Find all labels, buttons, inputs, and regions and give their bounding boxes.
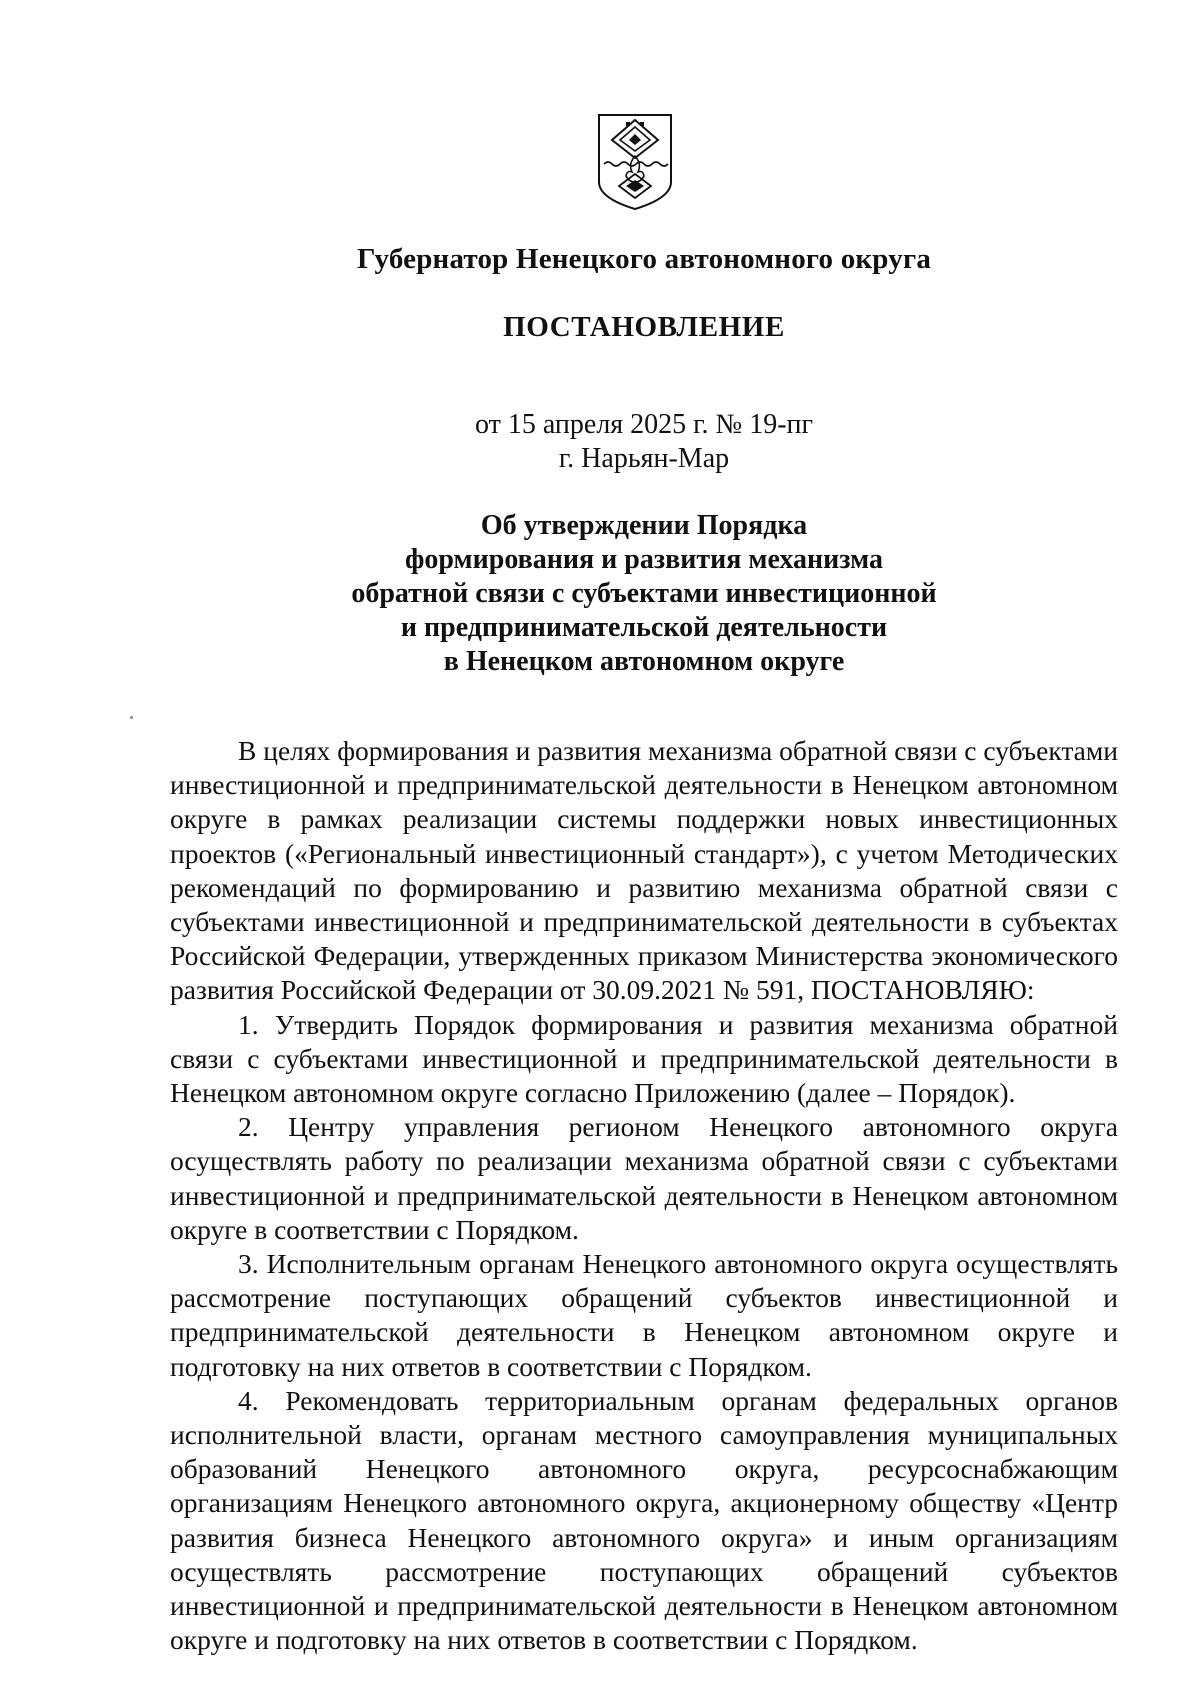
date-and-number: от 15 апреля 2025 г. № 19-пг	[474, 409, 814, 440]
title-line: Об утверждении Порядка	[480, 510, 808, 541]
authority-heading: Губернатор Ненецкого автономного округа	[356, 243, 932, 275]
preamble-paragraph: В целях формирования и развития механизма обратной связи с субъектами инвестиционной и предпринимательской деятельности в Ненецком автономном округе в рамках реализации системы поддержки новых инвестиционных проектов («Региональный инвестиционный стандарт»), с учетом Методических рекомендаций по формированию и развитию механизма обратной связи с субъектами инвестиционной и предпринимательской деятельности в субъектах Российской Федерации, утвержденных приказом Министерства экономического развития Российской Федерации от 30.09.2021 № 591, ПОСТАНОВЛЯЮ:	[170, 735, 1118, 1006]
coat-of-arms-icon	[596, 112, 674, 212]
title-line: обратной связи с субъектами инвестиционной	[351, 578, 937, 609]
item-paragraph-4: 4. Рекомендовать территориальным органам федеральных органов исполнительной власти, органам местного самоуправления муниципальных образований Ненецкого автономного округа, ресурсоснабжающим организациям Ненецкого автономного округа, акционерному обществу «Центр развития бизнеса Ненецкого автономного округа» и иным организациям осуществлять рассмотрение поступающих обращений субъектов инвестиционной и предпринимательской деятельности в Ненецком автономном округе и подготовку на них ответов в соответствии с Порядком.	[170, 1384, 1118, 1656]
document-type: ПОСТАНОВЛЕНИЕ	[503, 311, 785, 343]
item-paragraph-3: 3. Исполнительным органам Ненецкого автономного округа осуществлять рассмотрение поступающих обращений субъектов инвестиционной и предпринимательской деятельности в Ненецком автономном округе и подготовку на них ответов в соответствии с Порядком.	[170, 1248, 1118, 1382]
item-paragraph-1: 1. Утвердить Порядок формирования и развития механизма обратной связи с субъектами инвестиционной и предпринимательской деятельности в Ненецком автономном округе согласно Приложению (далее – Порядок).	[170, 1008, 1118, 1109]
scan-speck	[130, 716, 133, 719]
item-paragraph-2: 2. Центру управления регионом Ненецкого автономного округа осуществлять работу по реализации механизма обратной связи с субъектами инвестиционной и предпринимательской деятельности в Ненецком автономном округе в соответствии с Порядком.	[170, 1111, 1118, 1245]
document-body	[170, 734, 1118, 1657]
document-title	[170, 509, 1118, 679]
title-line: формирования и развития механизма	[405, 544, 883, 575]
place-of-issue: г. Нарьян-Мар	[558, 443, 730, 474]
title-line: в Ненецком автономном округе	[443, 646, 845, 677]
title-line: и предпринимательской деятельности	[400, 612, 888, 643]
